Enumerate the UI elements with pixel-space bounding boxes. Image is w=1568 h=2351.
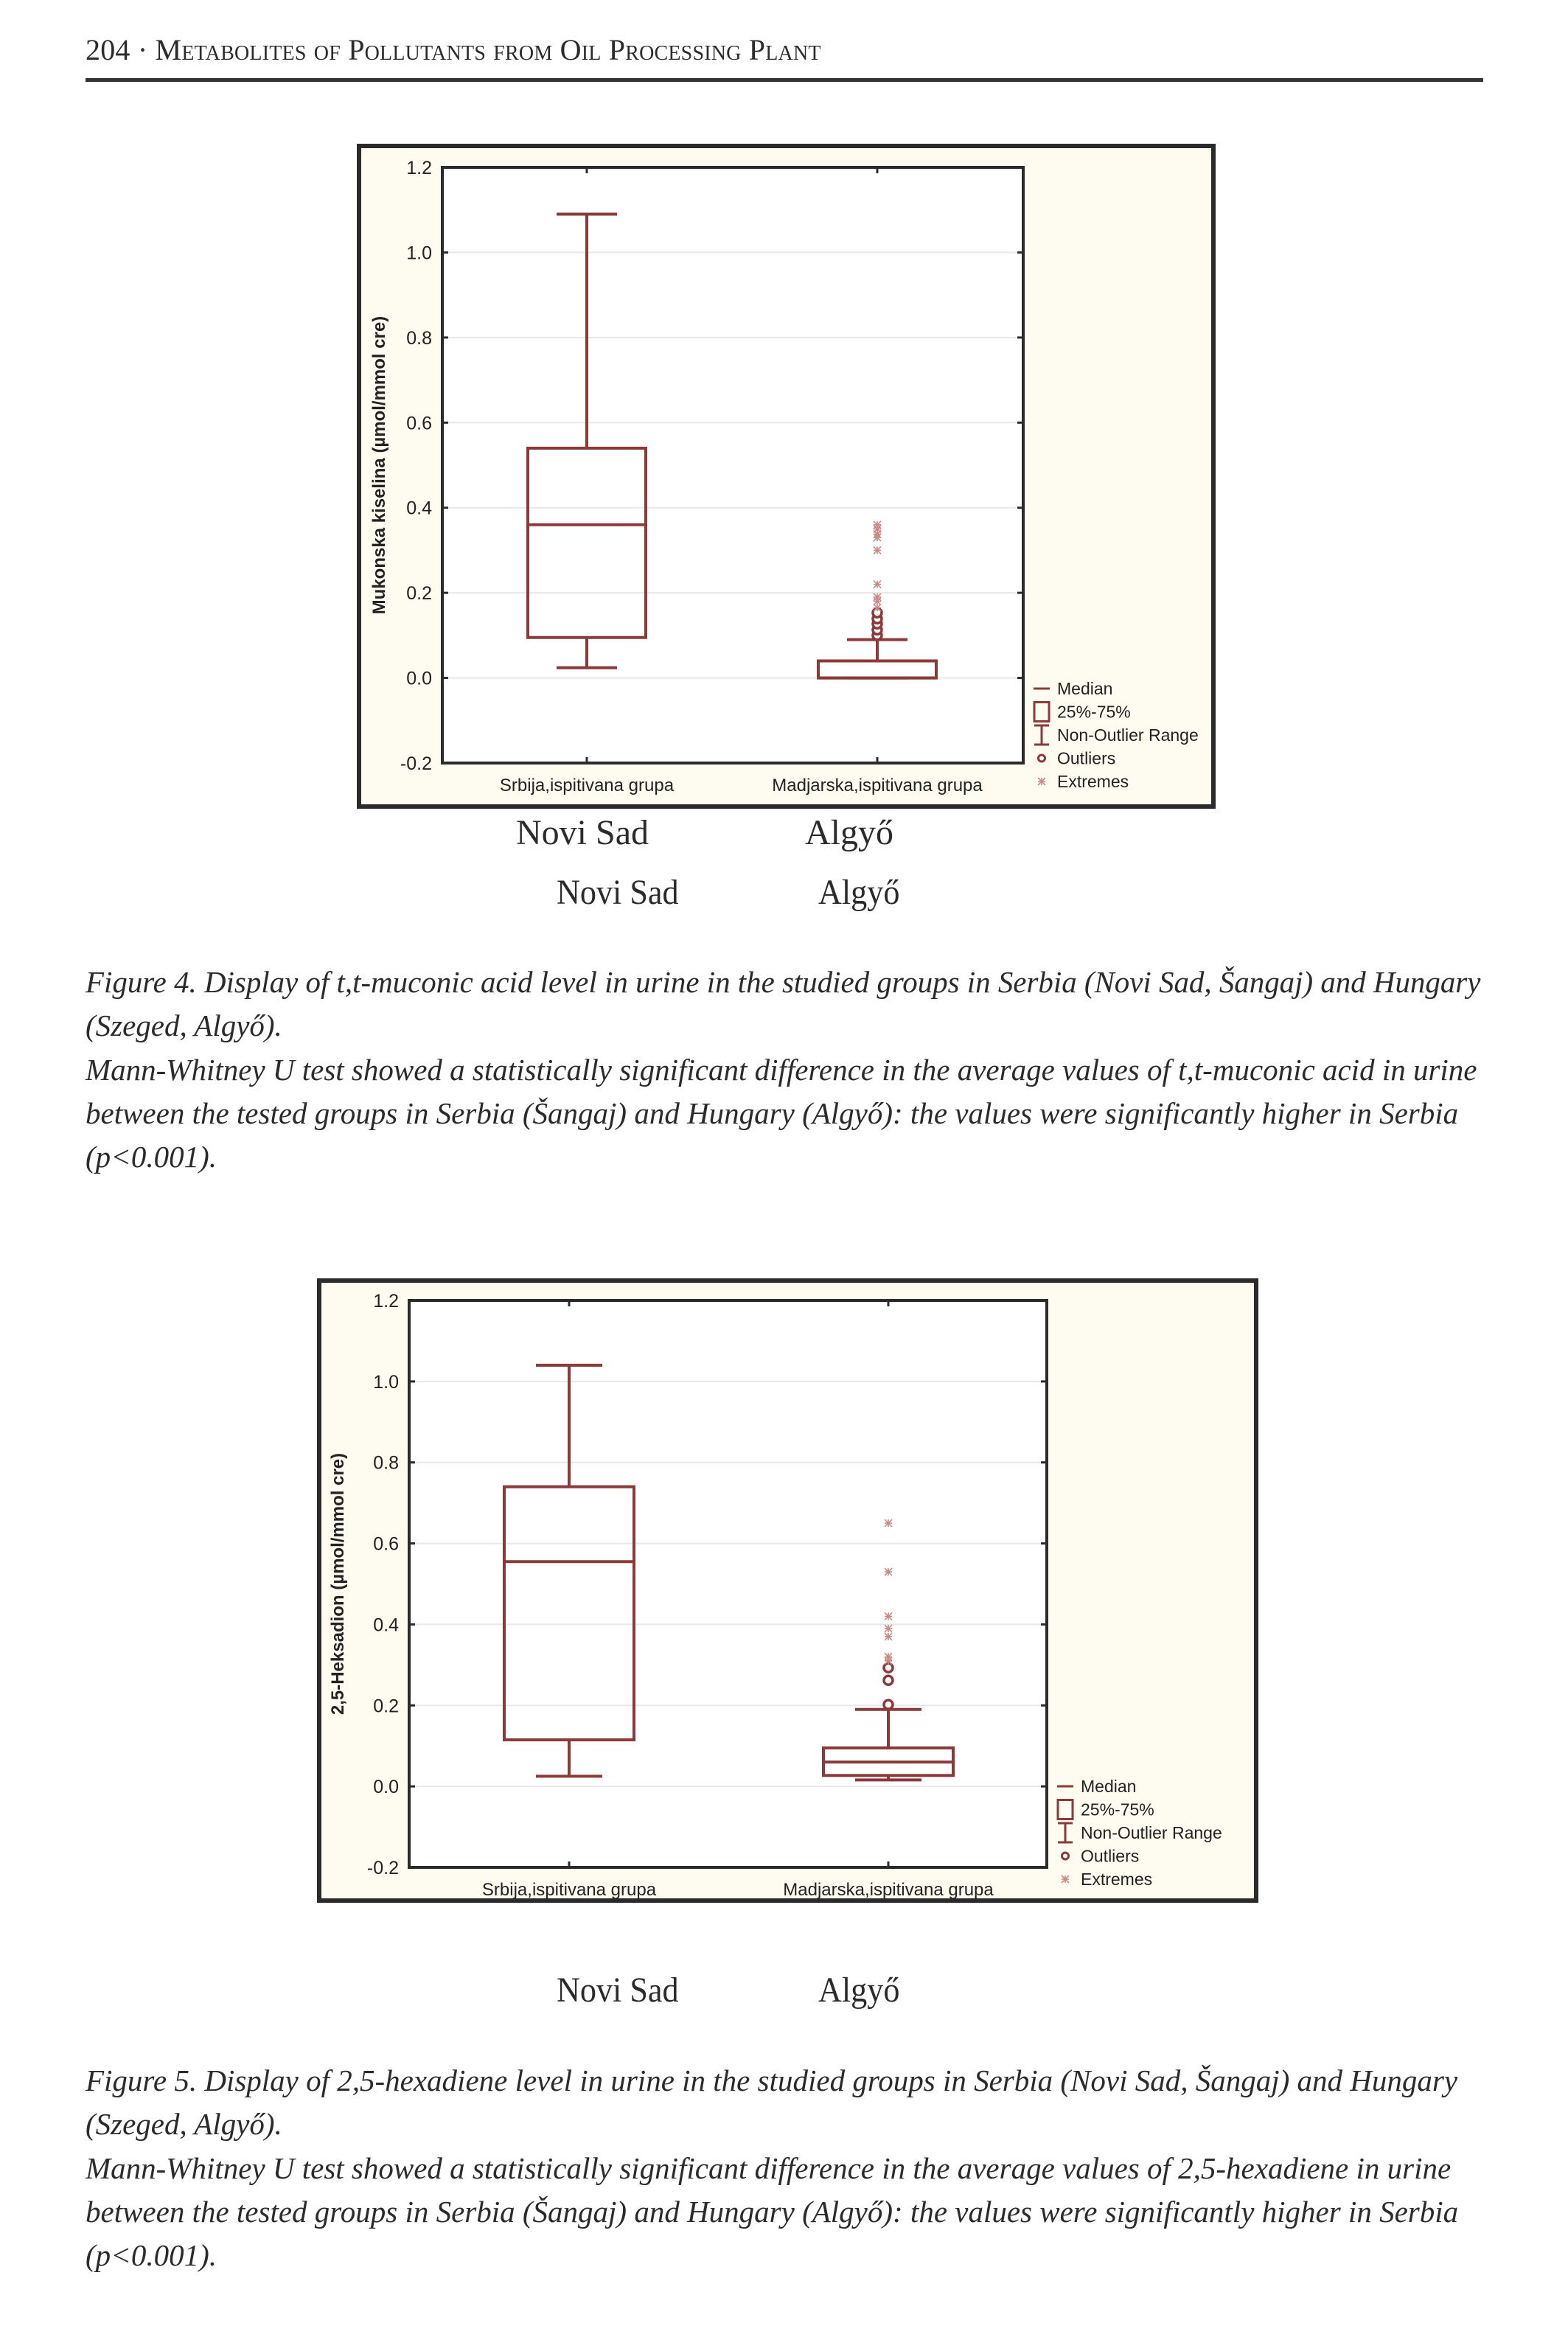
legend-box-label: 25%-75% [1057, 702, 1131, 722]
x-tick-label: Srbija,ispitivana grupa [481, 1880, 657, 1900]
y-tick-label: -0.2 [400, 753, 432, 774]
location-label-algyo: Algyő [818, 873, 900, 912]
y-tick-label: 0.2 [406, 583, 432, 605]
y-tick-label: 0.8 [373, 1452, 399, 1474]
legend-range-label: Non-Outlier Range [1057, 725, 1199, 745]
figure5-caption-line: Mann-Whitney U test showed a statistically significant difference in the average values of 2,5-hexadiene in urine [86, 2151, 1452, 2185]
y-tick-label: 0.0 [406, 668, 432, 689]
figure4-caption-line: (Szeged, Algyő). [86, 1009, 282, 1042]
x-tick-label: Srbija,ispitivana grupa [499, 776, 675, 795]
clipped-label-algyo: Algyő [805, 813, 893, 852]
figure5-caption-line: Figure 5. Display of 2,5-hexadiene level in urine in the studied groups in Serbia (Novi Sad, Šangaj) and Hungary [86, 2063, 1458, 2097]
location-label-algyo: Algyő [818, 1971, 900, 2010]
legend-range-label: Non-Outlier Range [1081, 1823, 1222, 1842]
legend-median-label: Median [1081, 1777, 1137, 1796]
extreme-point [885, 1568, 892, 1575]
legend-extreme-label: Extremes [1057, 772, 1129, 791]
extreme-point [885, 1633, 892, 1640]
y-tick-label: 0.4 [406, 498, 432, 519]
y-tick-label: 0.2 [373, 1696, 399, 1717]
figure5-caption-line: (Szeged, Algyő). [86, 2107, 282, 2141]
location-label-novi-sad: Novi Sad [557, 873, 679, 912]
legend-outlier-label: Outliers [1081, 1846, 1140, 1866]
legend-outlier-icon [1062, 1853, 1069, 1859]
y-tick-label: 0.6 [406, 413, 432, 434]
figure4-caption-line: (p<0.001). [86, 1140, 217, 1174]
y-tick-label: 0.8 [406, 327, 432, 349]
figure5-caption-line: between the tested groups in Serbia (Šangaj) and Hungary (Algyő): the values were significantly higher in Serbia [86, 2195, 1459, 2229]
legend-extreme-label: Extremes [1081, 1870, 1153, 1889]
extreme-point [885, 1625, 892, 1632]
legend-median-label: Median [1057, 679, 1113, 698]
figure4-caption-line: Mann-Whitney U test showed a statistically significant difference in the average values of t,t-muconic acid in urine [86, 1053, 1477, 1087]
y-tick-label: 0.6 [373, 1533, 399, 1555]
location-label-novi-sad: Novi Sad [557, 1971, 679, 2010]
page-number: 204 [86, 33, 130, 66]
y-tick-label: 1.2 [406, 158, 432, 178]
y-axis-label: 2,5-Heksadion (µmol/mmol cre) [328, 1452, 348, 1716]
legend-outlier-label: Outliers [1057, 748, 1116, 768]
y-tick-label: 1.0 [373, 1371, 399, 1393]
y-tick-label: 1.0 [406, 243, 432, 264]
extreme-point [885, 1653, 892, 1660]
y-tick-label: 1.2 [373, 1291, 399, 1312]
y-tick-label: 0.4 [373, 1615, 399, 1636]
figure4-caption-line: between the tested groups in Serbia (Šangaj) and Hungary (Algyő): the values were significantly higher in Serbia [86, 1096, 1459, 1130]
y-tick-label: 0.0 [373, 1777, 399, 1798]
header-separator: · [137, 33, 148, 66]
figure5-caption-line: (p<0.001). [86, 2238, 217, 2272]
x-tick-label: Madjarska,ispitivana grupa [783, 1880, 994, 1900]
outlier-point [884, 1676, 893, 1685]
outlier-point [884, 1700, 893, 1709]
extreme-point [885, 1612, 892, 1620]
extreme-point [885, 1519, 892, 1527]
x-tick-label: Madjarska,ispitivana grupa [772, 776, 983, 795]
y-tick-label: -0.2 [366, 1858, 399, 1878]
figure4-caption-line: Figure 4. Display of t,t-muconic acid level in urine in the studied groups in Serbia (Novi Sad, Šangaj) and Hungary [86, 965, 1481, 999]
clipped-label-novi-sad: Novi Sad [516, 813, 649, 852]
legend-box-label: 25%-75% [1081, 1800, 1154, 1819]
y-axis-label: Mukonska kiselina (µmol/mmol cre) [369, 316, 389, 615]
running-title: Metabolites of Pollutants from Oil Processing Plant [155, 33, 821, 66]
